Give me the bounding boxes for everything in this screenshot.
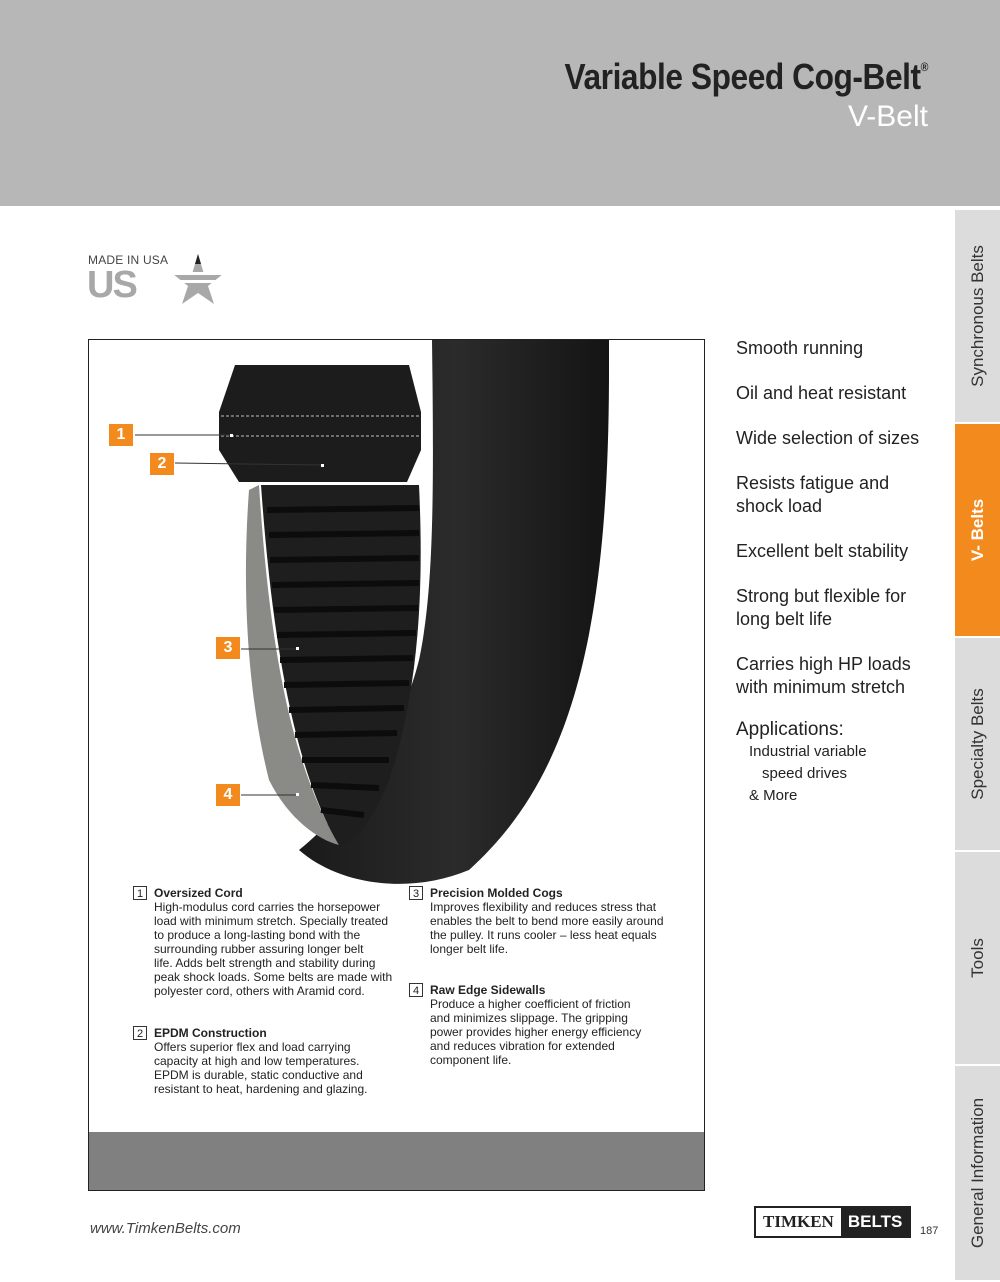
feature-text: Strong but flexible for <box>736 586 907 606</box>
component-oversized-cord <box>133 886 398 998</box>
component-text-line: polyester cord, others with Aramid cord. <box>154 984 365 998</box>
application-item: & More <box>749 787 798 804</box>
website-link[interactable]: www.TimkenBelts.com <box>90 1220 241 1237</box>
feature-text: Smooth running <box>736 338 864 358</box>
component-text-line: the pulley. It runs cooler – less heat equals <box>430 928 657 942</box>
component-text-line: High-modulus cord carries the horsepower <box>154 900 381 914</box>
page-subtitle: V-Belt <box>847 100 928 133</box>
tab-synchronous-belts[interactable]: Synchronous Belts <box>955 210 1000 424</box>
tab-specialty-belts[interactable]: Specialty Belts <box>955 638 1000 852</box>
component-title: Raw Edge Sidewalls <box>430 983 546 997</box>
component-number: 1 <box>133 886 147 900</box>
tab-v-belts[interactable]: V- Belts <box>955 424 1000 638</box>
belt-illustration-panel <box>88 339 705 1191</box>
callout-4: 4 <box>216 784 240 806</box>
component-text-line: capacity at high and low temperatures. <box>154 1054 360 1068</box>
usa-logo-text: US <box>87 264 136 306</box>
feature-item <box>736 382 936 405</box>
tab-tools[interactable]: Tools <box>955 852 1000 1066</box>
component-text-line: component life. <box>430 1053 512 1067</box>
feature-text: Oil and heat resistant <box>736 383 907 403</box>
component-text-line: peak shock loads. Some belts are made with <box>154 970 393 984</box>
page-number: 187 <box>920 1225 939 1237</box>
feature-item <box>736 540 936 563</box>
page-header <box>0 0 1000 206</box>
feature-item <box>736 653 936 699</box>
component-text-line: power provides higher energy efficiency <box>430 1025 642 1039</box>
callout-1: 1 <box>109 424 133 446</box>
timken-belts-logo <box>754 1206 911 1238</box>
logo-belts: BELTS <box>841 1208 909 1236</box>
registered-mark: ® <box>920 60 928 74</box>
component-text-line: life. Adds belt strength and stability during <box>154 956 376 970</box>
feature-text: long belt life <box>736 609 833 629</box>
component-text-line: Offers superior flex and load carrying <box>154 1040 351 1054</box>
component-title: Precision Molded Cogs <box>430 886 563 900</box>
component-text-line: and reduces vibration for extended <box>430 1039 615 1053</box>
feature-text: shock load <box>736 496 823 516</box>
feature-list <box>736 337 936 807</box>
made-in-usa-badge <box>87 248 227 308</box>
component-title: EPDM Construction <box>154 1026 267 1040</box>
feature-text: Excellent belt stability <box>736 541 909 561</box>
section-tabs <box>955 210 1000 1280</box>
feature-item <box>736 585 936 631</box>
callout-2: 2 <box>150 453 174 475</box>
feature-item <box>736 472 936 518</box>
feature-text: Wide selection of sizes <box>736 428 920 448</box>
component-text-line: Produce a higher coefficient of friction <box>430 997 631 1011</box>
feature-text: with minimum stretch <box>736 677 906 697</box>
component-number: 3 <box>409 886 423 900</box>
component-text-line: enables the belt to bend more easily around <box>430 914 664 928</box>
component-title: Oversized Cord <box>154 886 243 900</box>
star-icon <box>173 250 223 306</box>
panel-footer-bar <box>89 1132 704 1190</box>
component-text-line: to produce a long-lasting bond with the <box>154 928 361 942</box>
component-text-line: Improves flexibility and reduces stress that <box>430 900 657 914</box>
logo-timken: TIMKEN <box>756 1208 841 1236</box>
feature-text: Carries high HP loads <box>736 654 911 674</box>
component-text-line: EPDM is durable, static conductive and <box>154 1068 363 1082</box>
component-precision-molded-cogs <box>409 886 694 956</box>
made-in-label: MADE IN USA <box>88 253 169 267</box>
component-text-line: resistant to heat, hardening and glazing. <box>154 1082 368 1096</box>
page-title: Variable Speed Cog-Belt® <box>564 56 928 97</box>
applications-heading: Applications: <box>736 719 844 740</box>
component-epdm-construction <box>133 1026 398 1096</box>
component-text-line: longer belt life. <box>430 942 509 956</box>
application-item: speed drives <box>762 765 848 782</box>
feature-item <box>736 337 936 360</box>
component-text-line: load with minimum stretch. Specially treated <box>154 914 389 928</box>
feature-text: Resists fatigue and <box>736 473 890 493</box>
application-item: Industrial variable <box>749 743 867 760</box>
callout-3: 3 <box>216 637 240 659</box>
component-text-line: surrounding rubber assuring longer belt <box>154 942 364 956</box>
component-text-line: and minimizes slippage. The gripping <box>430 1011 628 1025</box>
tab-general-information[interactable]: General Information <box>955 1066 1000 1282</box>
component-raw-edge-sidewalls <box>409 983 694 1067</box>
component-number: 2 <box>133 1026 147 1040</box>
component-number: 4 <box>409 983 423 997</box>
feature-item <box>736 427 936 450</box>
